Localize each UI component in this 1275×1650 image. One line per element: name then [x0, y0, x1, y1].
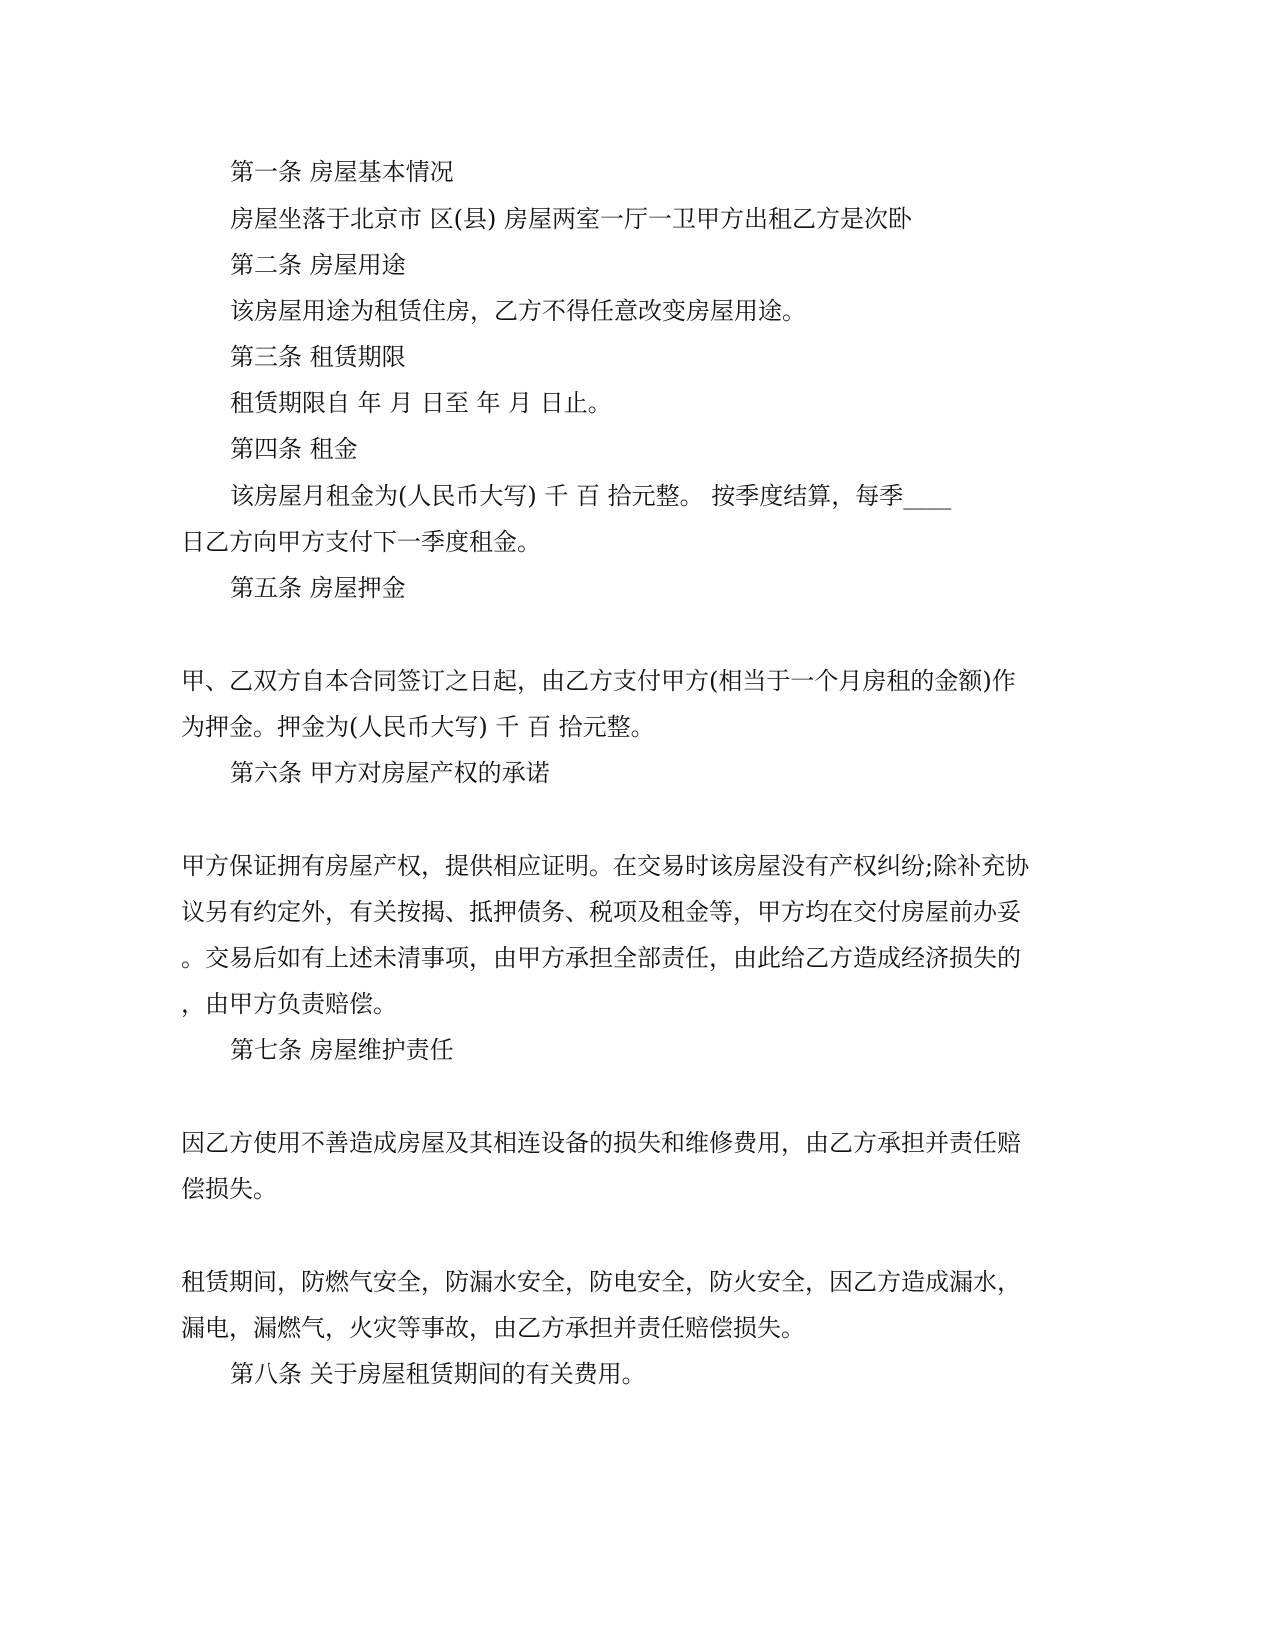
article-6-text-line-3: 。交易后如有上述未清事项，由甲方承担全部责任，由此给乙方造成经济损失的 [181, 944, 1021, 972]
article-5-text-line-2: 为押金。押金为(人民币大写) 千 百 拾元整。 [181, 713, 655, 741]
article-5-heading: 第五条 房屋押金 [230, 574, 406, 602]
article-7-safety-line-2: 漏电，漏燃气，火灾等事故，由乙方承担并责任赔偿损失。 [181, 1314, 805, 1342]
article-2-text: 该房屋用途为租赁住房，乙方不得任意改变房屋用途。 [230, 297, 806, 325]
article-7-text-line-1: 因乙方使用不善造成房屋及其相连设备的损失和维修费用，由乙方承担并责任赔 [181, 1129, 1021, 1157]
article-6-text-line-2: 议另有约定外，有关按揭、抵押债务、税项及租金等，甲方均在交付房屋前办妥 [181, 898, 1021, 926]
article-6-text-line-4: ，由甲方负责赔偿。 [181, 990, 397, 1018]
article-5-text-line-1: 甲、乙双方自本合同签订之日起，由乙方支付甲方(相当于一个月房租的金额)作 [181, 667, 1016, 695]
article-7-heading: 第七条 房屋维护责任 [230, 1036, 454, 1064]
article-4-text-line-2: 日乙方向甲方支付下一季度租金。 [181, 528, 541, 556]
article-8-heading: 第八条 关于房屋租赁期间的有关费用。 [230, 1360, 646, 1388]
article-4-text-line-1: 该房屋月租金为(人民币大写) 千 百 拾元整。 按季度结算，每季____ [230, 482, 952, 510]
article-4-heading: 第四条 租金 [230, 435, 358, 463]
article-6-text-line-1: 甲方保证拥有房屋产权，提供相应证明。在交易时该房屋没有产权纠纷;除补充协 [181, 852, 1030, 880]
article-1-text: 房屋坐落于北京市 区(县) 房屋两室一厅一卫甲方出租乙方是次卧 [230, 205, 912, 233]
article-6-heading: 第六条 甲方对房屋产权的承诺 [230, 759, 550, 787]
article-1-heading: 第一条 房屋基本情况 [230, 158, 454, 186]
article-3-heading: 第三条 租赁期限 [230, 343, 406, 371]
article-2-heading: 第二条 房屋用途 [230, 251, 406, 279]
article-7-safety-line-1: 租赁期间，防燃气安全，防漏水安全，防电安全，防火安全，因乙方造成漏水， [181, 1268, 1021, 1296]
article-3-text: 租赁期限自 年 月 日至 年 月 日止。 [230, 389, 612, 417]
article-7-text-line-2: 偿损失。 [181, 1175, 277, 1203]
